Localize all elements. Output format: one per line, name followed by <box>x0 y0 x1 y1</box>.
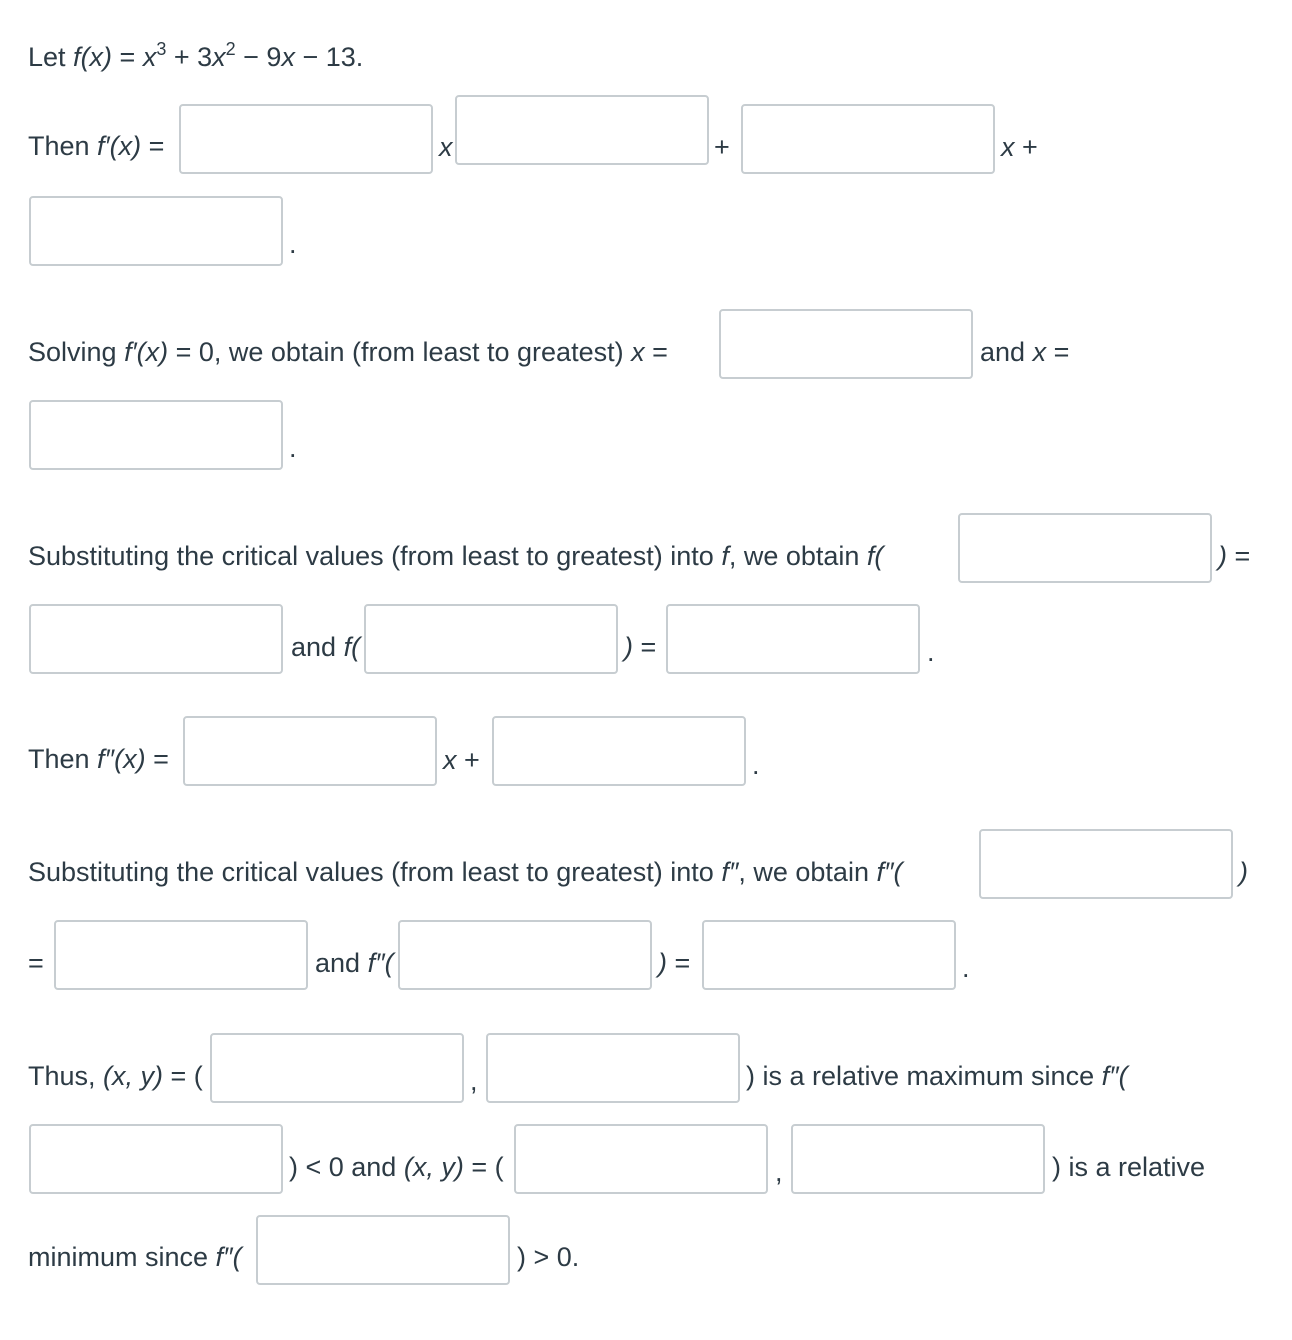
gt0-text: ) > 0. <box>517 1242 580 1272</box>
rel-min-comma: , <box>775 1157 783 1187</box>
f2-close-eq-2: ) = <box>658 948 691 978</box>
f2-value-1-input[interactable] <box>54 920 308 990</box>
function-definition: Let $f(x) = x^3 + 3x^2 - 9x - 13$. <box>28 39 364 72</box>
f-argument-1-input[interactable] <box>958 513 1212 583</box>
solving-period: . <box>289 433 297 463</box>
fprime-plus-symbol: + <box>714 132 730 162</box>
solving-text: Solving f′(x) = 0, we obtain (from least to greatest) x = <box>28 337 668 367</box>
f-value-1-input[interactable] <box>29 604 283 674</box>
f-argument-2-input[interactable] <box>364 604 618 674</box>
f2-eq-sign: = <box>28 948 44 978</box>
f2-period: . <box>752 750 760 780</box>
f2-coefficient-input[interactable] <box>183 716 437 786</box>
thus-text: Thus, (x, y) = ( <box>28 1061 203 1091</box>
fprime-coefficient-input[interactable] <box>179 104 433 174</box>
substitute-f2-text: Substituting the critical values (from least to greatest) into f″, we obtain f″( <box>28 857 903 887</box>
f2-close-1: ) <box>1239 857 1248 887</box>
substitute-f-text: Substituting the critical values (from least to greatest) into f, we obtain f( <box>28 541 884 571</box>
fprime-period: . <box>289 229 297 259</box>
rel-max-y-input[interactable] <box>486 1033 740 1103</box>
rel-max-x-input[interactable] <box>210 1033 464 1103</box>
f-value-2-input[interactable] <box>666 604 920 674</box>
second-derivative-label: Then f″(x) = <box>28 744 169 774</box>
and-f2-text: and f″( <box>315 948 394 978</box>
min-since-text: minimum since f″( <box>28 1242 242 1272</box>
fprime-x-symbol: x <box>439 132 453 162</box>
fprime-linear-coefficient-input[interactable] <box>741 104 995 174</box>
first-derivative-label: Then f′(x) = <box>28 131 165 161</box>
f2-period: . <box>962 953 970 983</box>
rel-max-text: ) is a relative maximum since f″( <box>746 1061 1128 1091</box>
and-x-text: and x = <box>980 337 1070 367</box>
fprime-exponent-input[interactable] <box>455 95 709 165</box>
f-period: . <box>927 637 935 667</box>
rel-max-comma: , <box>470 1066 478 1096</box>
rel-min-x-input[interactable] <box>514 1124 768 1194</box>
f2-argument-2-input[interactable] <box>398 920 652 990</box>
and-f-text: and f( <box>291 632 361 662</box>
f2-value-2-input[interactable] <box>702 920 956 990</box>
fprime-x-plus-text: x + <box>1001 132 1038 162</box>
rel-max-argument-input[interactable] <box>29 1124 283 1194</box>
f-close-eq-1: ) = <box>1218 541 1251 571</box>
critical-value-1-input[interactable] <box>719 309 973 379</box>
lt0-text: ) < 0 and (x, y) = ( <box>289 1152 504 1182</box>
rel-min-argument-input[interactable] <box>256 1215 510 1285</box>
fprime-constant-input[interactable] <box>29 196 283 266</box>
f-close-eq-2: ) = <box>624 632 657 662</box>
f2-constant-input[interactable] <box>492 716 746 786</box>
rel-min-y-input[interactable] <box>791 1124 1045 1194</box>
f2-argument-1-input[interactable] <box>979 829 1233 899</box>
rel-min-text: ) is a relative <box>1052 1152 1206 1182</box>
critical-value-2-input[interactable] <box>29 400 283 470</box>
f2-x-plus-text: x + <box>443 745 480 775</box>
